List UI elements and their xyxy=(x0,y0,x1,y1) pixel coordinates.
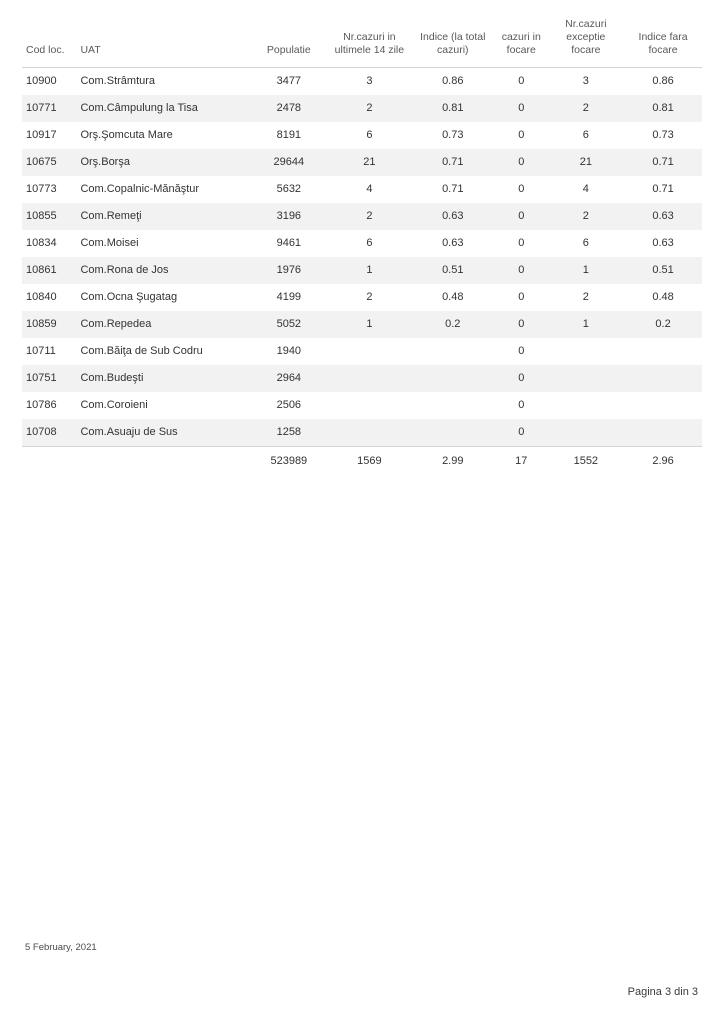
cell-indice-fara-focare xyxy=(624,392,702,419)
cell-nr-cazuri-14-zile: 1 xyxy=(328,311,410,338)
cell-cod-loc: 10900 xyxy=(26,75,57,88)
cell-populatie: 5052 xyxy=(250,311,329,338)
cell-populatie: 3196 xyxy=(250,203,329,230)
cell-indice-total: 0.73 xyxy=(442,129,464,142)
column-header-nr-cazuri-14-zile: Nr.cazuri in ultimele 14 zile xyxy=(334,31,405,57)
cell-nr-cazuri-14-zile: 3 xyxy=(366,75,373,88)
table-row xyxy=(22,311,702,338)
cell-uat: Com.Băiţa de Sub Codru xyxy=(80,345,203,358)
cell-uat: Com.Strâmtura xyxy=(80,75,156,88)
cell-cazuri-in-focare: 0 xyxy=(495,257,548,284)
cell-indice-total: 0.86 xyxy=(442,75,464,88)
cell-cod-loc: 10751 xyxy=(22,365,76,392)
table-row xyxy=(22,95,702,122)
cell-nr-cazuri-exceptie-focare xyxy=(548,365,625,392)
cell-cod-loc: 10711 xyxy=(26,345,56,358)
cell-indice-total xyxy=(411,365,495,392)
cell-populatie: 8191 xyxy=(276,129,302,142)
cell-cazuri-in-focare: 0 xyxy=(495,95,548,122)
column-header-populatie: Populatie xyxy=(266,44,311,57)
cell-indice-fara-focare: 0.48 xyxy=(652,291,674,304)
cell-indice-fara-focare xyxy=(624,365,702,392)
column-header-indice-fara-focare: Indice fara focare xyxy=(638,31,688,57)
cell-cod-loc: 10773 xyxy=(26,183,57,196)
cell-nr-cazuri-exceptie-focare: 21 xyxy=(548,149,625,176)
cell-populatie: 2506 xyxy=(276,399,302,412)
covid-incidence-table xyxy=(22,14,702,475)
cell-indice-total: 0.63 xyxy=(442,237,464,250)
cell-cazuri-in-focare: 0 xyxy=(518,129,525,142)
total-cell-indice-total: 2.99 xyxy=(411,447,495,476)
cell-nr-cazuri-exceptie-focare: 2 xyxy=(548,203,625,230)
table-row xyxy=(22,149,702,176)
cell-nr-cazuri-14-zile xyxy=(328,392,410,419)
cell-indice-total xyxy=(411,419,495,447)
cell-nr-cazuri-exceptie-focare: 6 xyxy=(582,237,589,250)
cell-nr-cazuri-exceptie-focare xyxy=(548,392,625,419)
total-cell-cod-loc xyxy=(22,447,76,476)
table-row xyxy=(22,392,702,419)
table-row xyxy=(22,230,702,257)
cell-nr-cazuri-14-zile: 1 xyxy=(328,257,410,284)
cell-nr-cazuri-14-zile: 2 xyxy=(328,95,410,122)
cell-indice-total: 0.81 xyxy=(411,95,495,122)
cell-uat: Com.Câmpulung la Tisa xyxy=(76,95,249,122)
cell-nr-cazuri-14-zile: 2 xyxy=(328,203,410,230)
cell-populatie: 5632 xyxy=(276,183,302,196)
cell-cod-loc: 10840 xyxy=(26,291,57,304)
cell-indice-total: 0.51 xyxy=(411,257,495,284)
total-cell-cazuri-in-focare: 17 xyxy=(495,447,548,476)
cell-nr-cazuri-14-zile: 21 xyxy=(328,149,410,176)
cell-populatie: 2478 xyxy=(250,95,329,122)
cell-cod-loc: 10786 xyxy=(26,399,57,412)
table-totals-row xyxy=(22,447,702,476)
column-header-uat: UAT xyxy=(80,44,101,57)
cell-uat: Com.Copalnic-Mănăştur xyxy=(80,183,200,196)
cell-indice-total: 0.71 xyxy=(442,183,464,196)
total-cell-uat xyxy=(76,447,249,476)
cell-populatie: 1940 xyxy=(276,345,302,358)
cell-cazuri-in-focare: 0 xyxy=(495,149,548,176)
cell-uat: Com.Rona de Jos xyxy=(76,257,249,284)
table-row xyxy=(22,284,702,311)
cell-cazuri-in-focare: 0 xyxy=(495,311,548,338)
column-header-cod-loc: Cod loc. xyxy=(26,44,65,57)
table-row xyxy=(22,176,702,203)
cell-indice-total: 0.63 xyxy=(411,203,495,230)
cell-nr-cazuri-14-zile xyxy=(328,419,410,447)
table-header xyxy=(22,14,702,68)
cell-nr-cazuri-14-zile: 6 xyxy=(366,129,373,142)
cell-indice-total xyxy=(411,338,495,365)
cell-cazuri-in-focare: 0 xyxy=(518,183,525,196)
cell-cod-loc: 10675 xyxy=(22,149,76,176)
total-cell-nr-cazuri-exceptie-focare: 1552 xyxy=(548,447,625,476)
cell-populatie: 9461 xyxy=(276,237,302,250)
cell-indice-total: 0.48 xyxy=(442,291,464,304)
cell-cod-loc: 10708 xyxy=(22,419,76,447)
cell-uat: Com.Moisei xyxy=(80,237,139,250)
cell-uat: Com.Coroieni xyxy=(80,399,148,412)
cell-uat: Com.Budeşti xyxy=(76,365,249,392)
cell-cazuri-in-focare: 0 xyxy=(495,419,548,447)
column-header-cazuri-in-focare: cazuri in focare xyxy=(501,31,541,57)
cell-indice-fara-focare: 0.86 xyxy=(652,75,674,88)
table-row xyxy=(22,68,702,96)
total-cell-nr-cazuri-14-zile: 1569 xyxy=(328,447,410,476)
cell-uat: Com.Repedea xyxy=(76,311,249,338)
cell-cazuri-in-focare: 0 xyxy=(518,345,525,358)
total-cell-populatie: 523989 xyxy=(250,447,329,476)
cell-nr-cazuri-exceptie-focare xyxy=(548,338,625,365)
cell-indice-total: 0.2 xyxy=(411,311,495,338)
cell-cod-loc: 10834 xyxy=(26,237,57,250)
column-header-nr-cazuri-exceptie-focare: Nr.cazuri exceptie focare xyxy=(565,18,607,57)
table-row xyxy=(22,338,702,365)
cell-indice-fara-focare: 0.73 xyxy=(652,129,674,142)
table-row xyxy=(22,365,702,392)
cell-cod-loc: 10771 xyxy=(22,95,76,122)
cell-indice-fara-focare: 0.81 xyxy=(624,95,702,122)
footer-page-number: Pagina 3 din 3 xyxy=(627,986,698,998)
cell-populatie: 3477 xyxy=(276,75,302,88)
cell-cod-loc: 10861 xyxy=(22,257,76,284)
cell-populatie: 1976 xyxy=(250,257,329,284)
cell-nr-cazuri-14-zile xyxy=(328,365,410,392)
table-header-row xyxy=(22,14,702,68)
table-row xyxy=(22,419,702,447)
cell-populatie: 2964 xyxy=(250,365,329,392)
cell-uat: Orş.Borşa xyxy=(76,149,249,176)
cell-indice-fara-focare xyxy=(624,338,702,365)
cell-uat: Com.Ocna Şugatag xyxy=(80,291,178,304)
cell-nr-cazuri-14-zile: 4 xyxy=(366,183,373,196)
cell-cazuri-in-focare: 0 xyxy=(518,291,525,304)
cell-populatie: 4199 xyxy=(276,291,302,304)
cell-nr-cazuri-14-zile: 2 xyxy=(366,291,373,304)
table-body xyxy=(22,68,702,476)
cell-uat: Com.Asuaju de Sus xyxy=(76,419,249,447)
cell-nr-cazuri-14-zile: 6 xyxy=(366,237,373,250)
cell-nr-cazuri-exceptie-focare: 1 xyxy=(548,257,625,284)
cell-indice-fara-focare: 0.71 xyxy=(624,149,702,176)
cell-cod-loc: 10855 xyxy=(22,203,76,230)
cell-indice-fara-focare: 0.71 xyxy=(652,183,674,196)
cell-indice-fara-focare: 0.2 xyxy=(624,311,702,338)
cell-cod-loc: 10917 xyxy=(26,129,57,142)
table-row xyxy=(22,257,702,284)
total-cell-indice-fara-focare: 2.96 xyxy=(624,447,702,476)
cell-indice-fara-focare: 0.63 xyxy=(624,203,702,230)
cell-nr-cazuri-exceptie-focare xyxy=(548,419,625,447)
cell-cazuri-in-focare: 0 xyxy=(518,399,525,412)
cell-nr-cazuri-exceptie-focare: 2 xyxy=(582,291,589,304)
cell-cazuri-in-focare: 0 xyxy=(518,237,525,250)
cell-nr-cazuri-exceptie-focare: 3 xyxy=(582,75,589,88)
cell-uat: Com.Remeţi xyxy=(76,203,249,230)
cell-indice-fara-focare xyxy=(624,419,702,447)
column-header-indice-total: Indice (la total cazuri) xyxy=(420,31,486,57)
cell-nr-cazuri-exceptie-focare: 4 xyxy=(582,183,589,196)
cell-cod-loc: 10859 xyxy=(22,311,76,338)
cell-indice-total: 0.71 xyxy=(411,149,495,176)
footer-date: 5 February, 2021 xyxy=(25,942,97,953)
cell-nr-cazuri-exceptie-focare: 6 xyxy=(582,129,589,142)
cell-indice-fara-focare: 0.51 xyxy=(624,257,702,284)
cell-indice-total xyxy=(411,392,495,419)
cell-uat: Orş.Şomcuta Mare xyxy=(80,129,173,142)
cell-cazuri-in-focare: 0 xyxy=(518,75,525,88)
cell-nr-cazuri-14-zile xyxy=(328,338,410,365)
cell-cazuri-in-focare: 0 xyxy=(495,203,548,230)
cell-populatie: 1258 xyxy=(250,419,329,447)
table-row xyxy=(22,203,702,230)
cell-nr-cazuri-exceptie-focare: 1 xyxy=(548,311,625,338)
cell-indice-fara-focare: 0.63 xyxy=(652,237,674,250)
cell-populatie: 29644 xyxy=(250,149,329,176)
cell-nr-cazuri-exceptie-focare: 2 xyxy=(548,95,625,122)
table-row xyxy=(22,122,702,149)
cell-cazuri-in-focare: 0 xyxy=(495,365,548,392)
